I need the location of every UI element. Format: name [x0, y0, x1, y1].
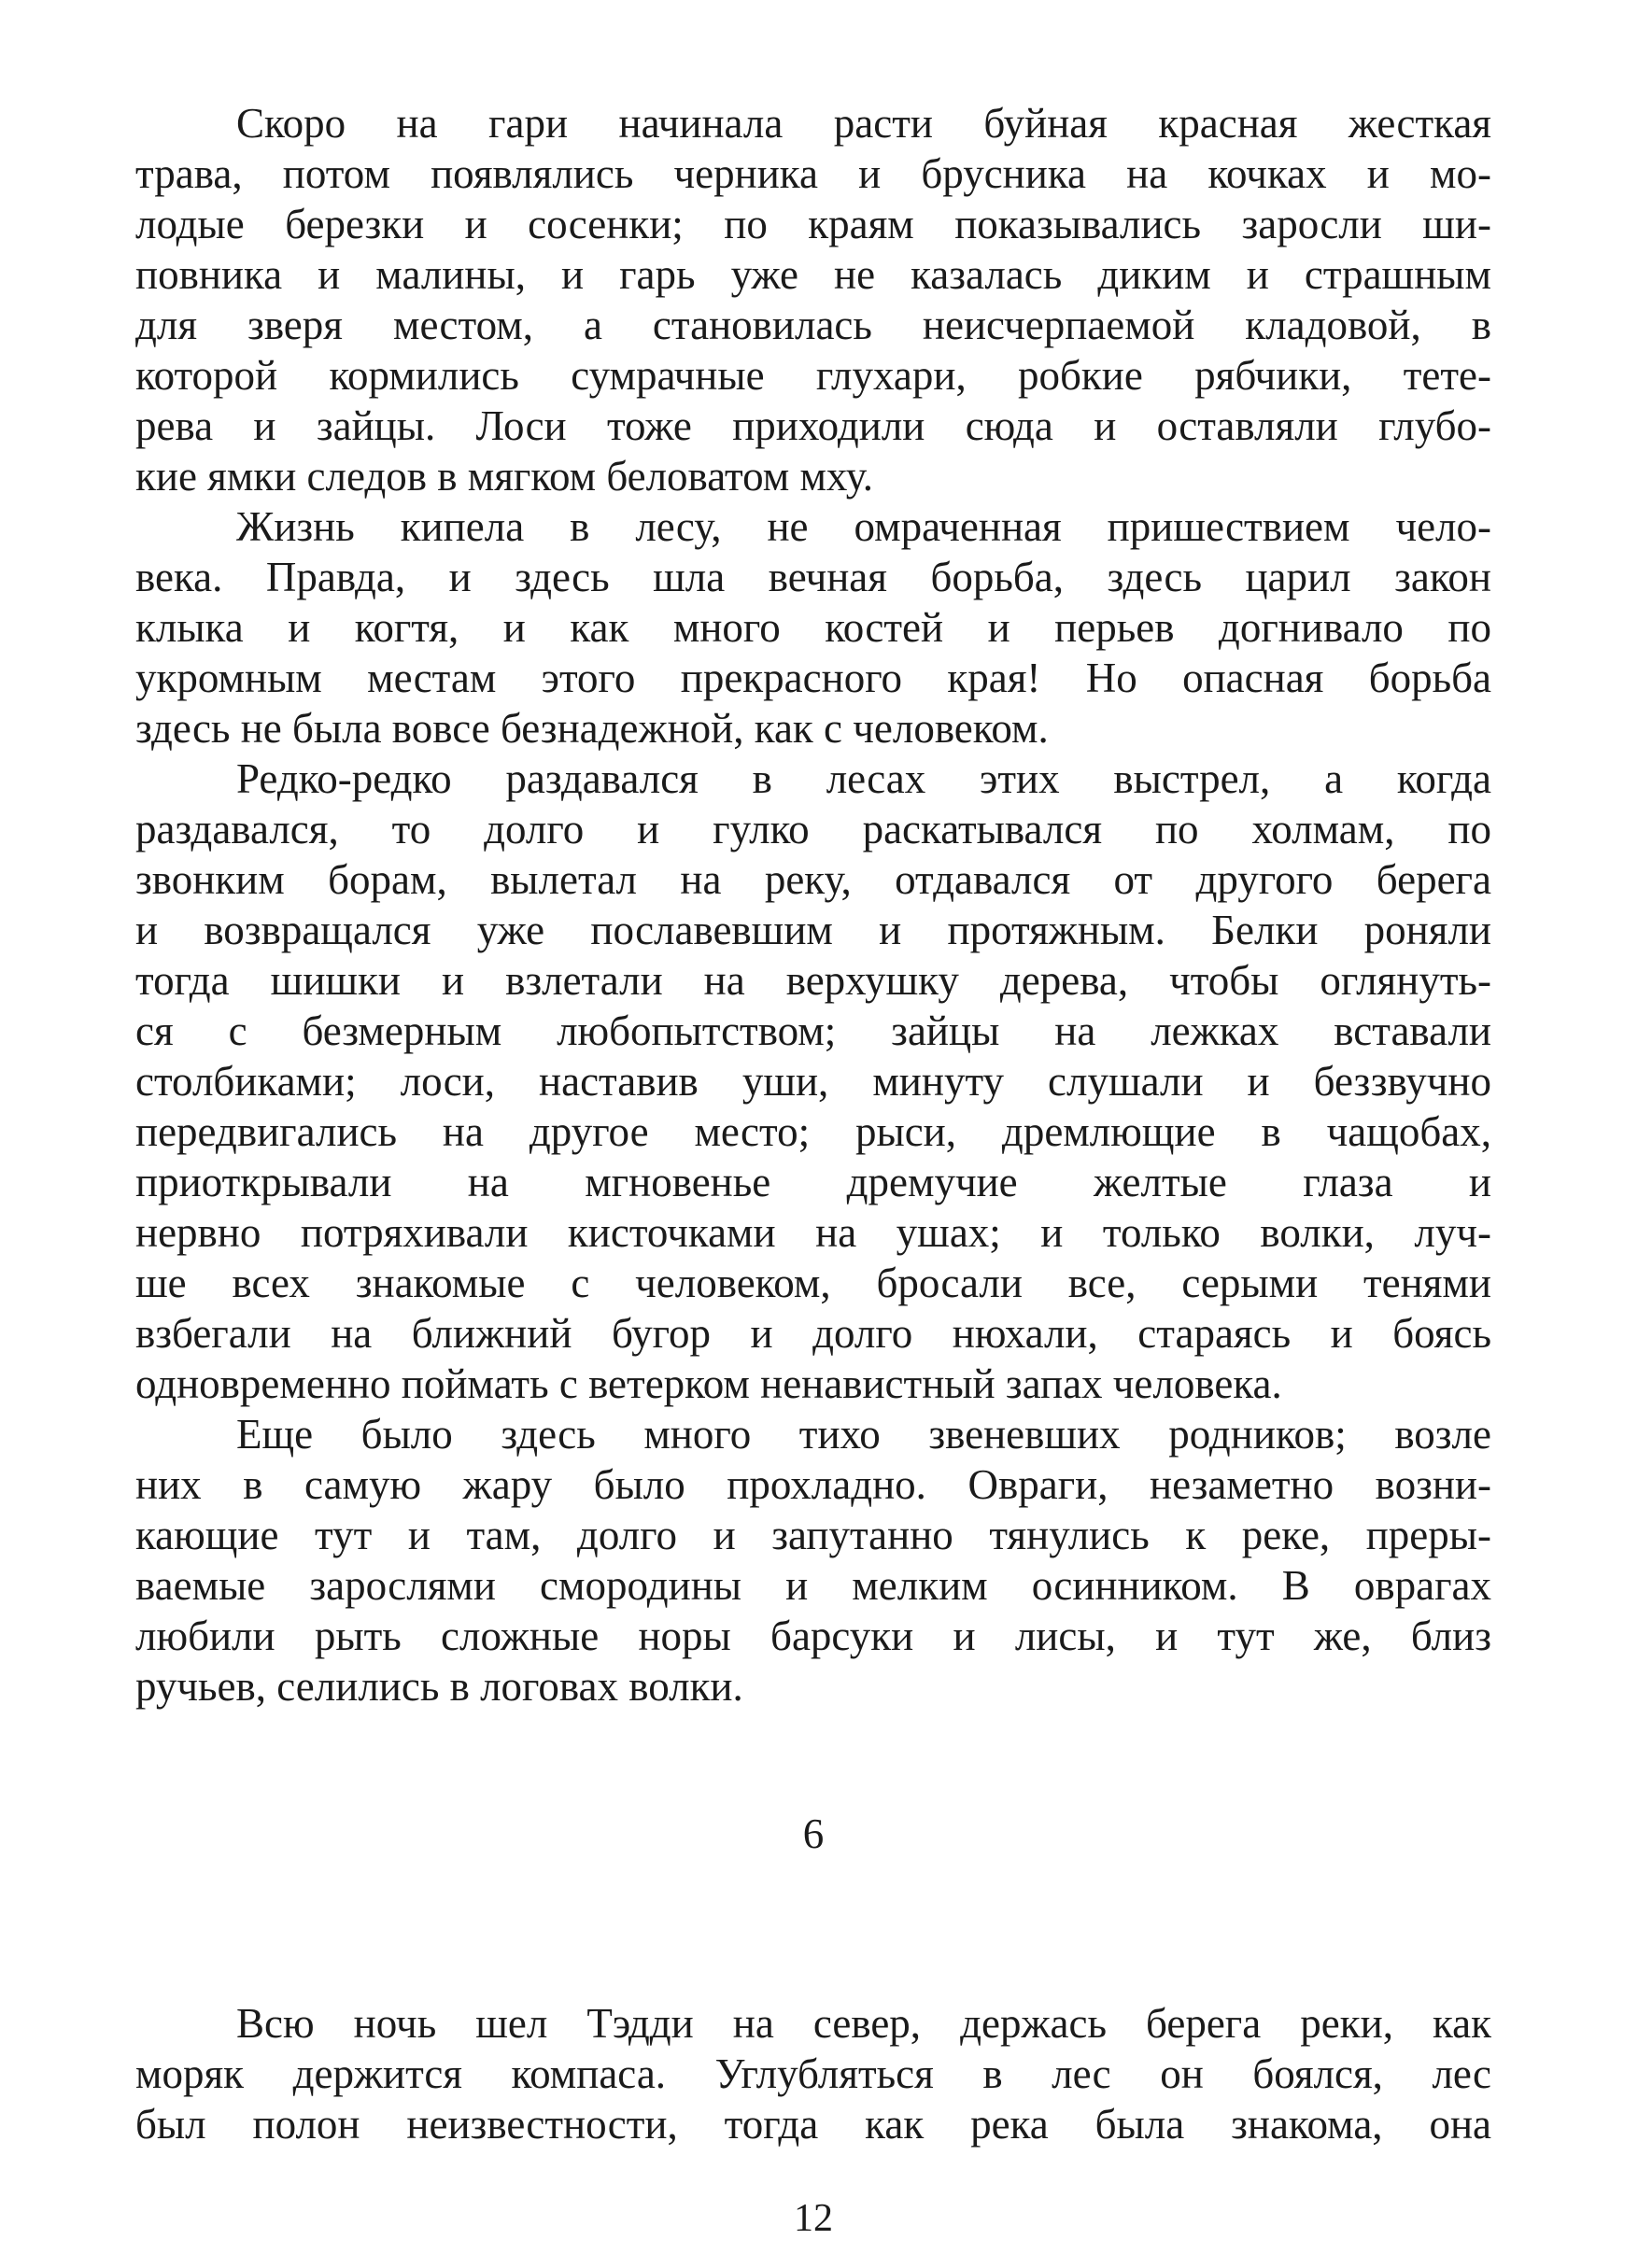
text-line: кие ямки следов в мягком беловатом мху. — [135, 453, 873, 500]
text-line: века. Правда, и здесь шла вечная борьба, здесь царил закон — [135, 554, 1491, 600]
text-line: которой кормились сумрачные глухари, робкие рябчики, тете- — [135, 352, 1491, 399]
page-number: 12 — [794, 2197, 833, 2240]
book-page — [135, 98, 1491, 2240]
text-line: них в самую жару было прохладно. Овраги, незаметно возни- — [135, 1461, 1491, 1508]
text-line: приоткрывали на мгновенье дремучие желтые глаза и — [135, 1159, 1491, 1205]
paragraph-4 — [135, 1409, 1491, 1712]
text-line: Жизнь кипела в лесу, не омраченная пришествием чело- — [236, 503, 1491, 550]
text-line: Редко-редко раздавался в лесах этих выстрел, а когда — [236, 755, 1491, 802]
text-line: здесь не была вовсе безнадежной, как с человеком. — [135, 705, 1049, 752]
paragraph-2 — [135, 501, 1491, 754]
text-line: столбиками; лоси, наставив уши, минуту слушали и беззвучно — [135, 1058, 1491, 1105]
text-line: кающие тут и там, долго и запутанно тянулись к реке, преры- — [135, 1512, 1491, 1558]
text-line: Скоро на гари начинала расти буйная красная жесткая — [236, 100, 1491, 147]
text-line: раздавался, то долго и гулко раскатывался по холмам, по — [135, 806, 1491, 852]
text-line: рева и зайцы. Лоси тоже приходили сюда и оставляли глубо- — [135, 402, 1491, 449]
text-line: передвигались на другое место; рыси, дремлющие в чащобах, — [135, 1108, 1491, 1155]
paragraph-5 — [135, 1998, 1491, 2149]
text-line: повника и малины, и гарь уже не казалась диким и страшным — [135, 251, 1491, 298]
chapter-number: 6 — [802, 1810, 825, 1857]
text-line: клыка и когтя, и как много костей и перьев догнивало по — [135, 604, 1491, 651]
text-line: нервно потряхивали кисточками на ушах; и только волки, луч- — [135, 1209, 1491, 1256]
text-line: тогда шишки и взлетали на верхушку дерева, чтобы оглянуть- — [135, 957, 1491, 1004]
text-line: для зверя местом, а становилась неисчерпаемой кладовой, в — [135, 302, 1491, 348]
text-line: ше всех знакомые с человеком, бросали все, серыми тенями — [135, 1260, 1491, 1306]
paragraph-3 — [135, 754, 1491, 1409]
text-line: и возвращался уже пославевшим и протяжным. Белки роняли — [135, 907, 1491, 953]
text-line: укромным местам этого прекрасного края! Но опасная борьба — [135, 655, 1491, 701]
text-line: одновременно поймать с ветерком ненавистный запах человека. — [135, 1360, 1282, 1407]
text-line: ваемые зарослями смородины и мелким осинником. В оврагах — [135, 1562, 1491, 1609]
text-line: любили рыть сложные норы барсуки и лисы, и тут же, близ — [135, 1613, 1491, 1659]
text-line: моряк держится компаса. Углубляться в лес он боялся, лес — [135, 2050, 1491, 2097]
text-line: был полон неизвестности, тогда как река была знакома, она — [135, 2101, 1491, 2148]
text-line: лодые березки и сосенки; по краям показывались заросли ши- — [135, 201, 1491, 247]
text-line: звонким борам, вылетал на реку, отдавался от другого берега — [135, 856, 1491, 903]
text-line: Всю ночь шел Тэдди на север, держась берега реки, как — [236, 2000, 1491, 2047]
text-line: взбегали на ближний бугор и долго нюхали, стараясь и боясь — [135, 1310, 1491, 1357]
text-line: трава, потом появлялись черника и брусника на кочках и мо- — [135, 150, 1491, 197]
text-line: ручьев, селились в логовах волки. — [135, 1663, 743, 1710]
text-line: Еще было здесь много тихо звеневших родников; возле — [236, 1411, 1491, 1458]
paragraph-1 — [135, 98, 1491, 501]
text-line: ся с безмерным любопытством; зайцы на лежках вставали — [135, 1007, 1491, 1054]
